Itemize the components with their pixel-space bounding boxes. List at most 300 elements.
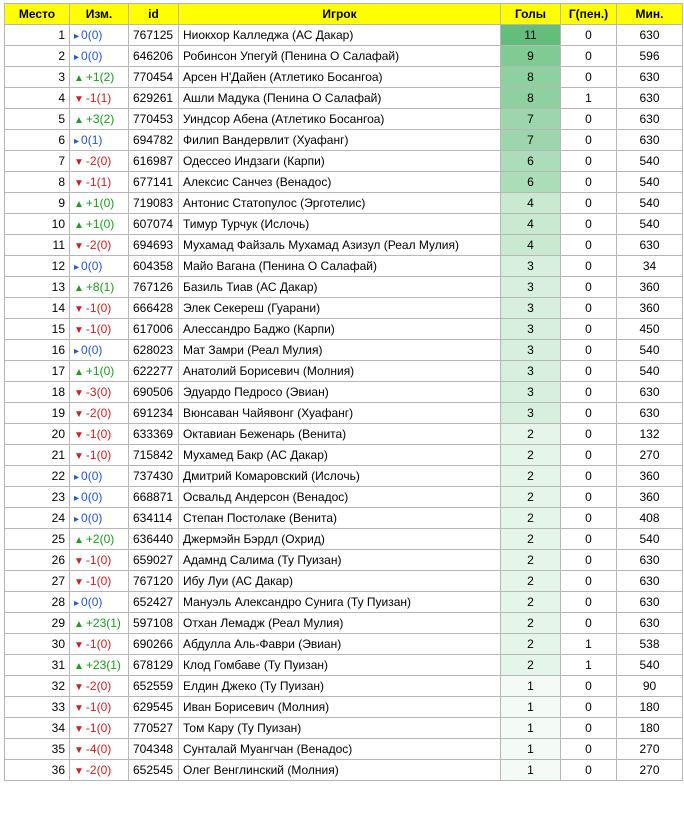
change-value: -1(0) bbox=[85, 448, 112, 462]
change-value: -4(0) bbox=[85, 742, 112, 756]
table-row[interactable] bbox=[5, 382, 683, 403]
cell-id: 767120 bbox=[129, 571, 179, 592]
cell-player[interactable]: Клод Гомбаве (Ту Пуизан) bbox=[179, 655, 501, 676]
cell-pen: 1 bbox=[561, 655, 617, 676]
table-row[interactable] bbox=[5, 613, 683, 634]
cell-change bbox=[70, 487, 129, 508]
table-row[interactable] bbox=[5, 697, 683, 718]
cell-pen: 0 bbox=[561, 571, 617, 592]
cell-id: 634114 bbox=[129, 508, 179, 529]
change-value: 0(0) bbox=[81, 511, 103, 525]
change-value: -2(0) bbox=[85, 406, 112, 420]
cell-change bbox=[70, 151, 129, 172]
table-row[interactable] bbox=[5, 361, 683, 382]
cell-player[interactable]: Вюнсаван Чайявонг (Хуафанг) bbox=[179, 403, 501, 424]
change-value: -1(0) bbox=[85, 721, 112, 735]
header-pen[interactable]: Г(пен.) bbox=[561, 4, 617, 25]
cell-place: 9 bbox=[5, 193, 70, 214]
cell-pen: 0 bbox=[561, 445, 617, 466]
cell-goals: 2 bbox=[501, 634, 561, 655]
cell-mins: 630 bbox=[617, 403, 683, 424]
arrow-down-icon: ▼ bbox=[74, 766, 84, 777]
arrow-up-icon: ▲ bbox=[74, 367, 84, 378]
arrow-down-icon: ▼ bbox=[74, 241, 84, 252]
change-value: 0(0) bbox=[81, 28, 103, 42]
cell-place: 25 bbox=[5, 529, 70, 550]
cell-pen: 1 bbox=[561, 88, 617, 109]
cell-pen: 0 bbox=[561, 46, 617, 67]
arrow-down-icon: ▼ bbox=[74, 745, 84, 756]
arrow-down-icon: ▼ bbox=[74, 325, 84, 336]
table-row[interactable] bbox=[5, 592, 683, 613]
header-change[interactable]: Изм. bbox=[70, 4, 129, 25]
arrow-down-icon: ▼ bbox=[74, 640, 84, 651]
header-id[interactable]: id bbox=[129, 4, 179, 25]
cell-goals: 3 bbox=[501, 340, 561, 361]
cell-id: 678129 bbox=[129, 655, 179, 676]
cell-mins: 630 bbox=[617, 235, 683, 256]
cell-place: 8 bbox=[5, 172, 70, 193]
table-row[interactable] bbox=[5, 130, 683, 151]
cell-id: 597108 bbox=[129, 613, 179, 634]
cell-change bbox=[70, 277, 129, 298]
cell-place: 28 bbox=[5, 592, 70, 613]
cell-player[interactable]: Робинсон Упегуй (Пенина О Салафай) bbox=[179, 46, 501, 67]
cell-pen: 0 bbox=[561, 67, 617, 88]
cell-player[interactable]: Майо Вагана (Пенина О Салафай) bbox=[179, 256, 501, 277]
cell-player[interactable]: Елдин Джеко (Ту Пуизан) bbox=[179, 676, 501, 697]
cell-id: 668871 bbox=[129, 487, 179, 508]
arrow-down-icon: ▼ bbox=[74, 388, 84, 399]
cell-id: 652559 bbox=[129, 676, 179, 697]
cell-mins: 540 bbox=[617, 214, 683, 235]
cell-player[interactable]: Мухамед Бакр (АС Дакар) bbox=[179, 445, 501, 466]
cell-pen: 0 bbox=[561, 676, 617, 697]
table-row[interactable] bbox=[5, 403, 683, 424]
cell-goals: 7 bbox=[501, 109, 561, 130]
table-row[interactable] bbox=[5, 193, 683, 214]
header-place[interactable]: Место bbox=[5, 4, 70, 25]
table-row[interactable] bbox=[5, 466, 683, 487]
cell-player[interactable]: Антонис Статопулос (Эрготелис) bbox=[179, 193, 501, 214]
cell-id: 622277 bbox=[129, 361, 179, 382]
arrow-down-icon: ▼ bbox=[74, 409, 84, 420]
cell-change bbox=[70, 172, 129, 193]
cell-player[interactable]: Тимур Турчук (Ислочь) bbox=[179, 214, 501, 235]
cell-mins: 270 bbox=[617, 739, 683, 760]
change-value: +1(0) bbox=[85, 196, 115, 210]
cell-change bbox=[70, 466, 129, 487]
cell-player[interactable]: Отхан Лемадж (Реал Мулия) bbox=[179, 613, 501, 634]
table-row[interactable] bbox=[5, 676, 683, 697]
cell-id: 767126 bbox=[129, 277, 179, 298]
cell-id: 629261 bbox=[129, 88, 179, 109]
cell-goals: 3 bbox=[501, 319, 561, 340]
cell-goals: 6 bbox=[501, 151, 561, 172]
cell-goals: 1 bbox=[501, 760, 561, 781]
table-row[interactable] bbox=[5, 718, 683, 739]
arrow-down-icon: ▼ bbox=[74, 157, 84, 168]
cell-goals: 3 bbox=[501, 403, 561, 424]
cell-player[interactable]: Мат Замри (Реал Мулия) bbox=[179, 340, 501, 361]
cell-place: 30 bbox=[5, 634, 70, 655]
cell-player[interactable]: Филип Вандервлит (Хуафанг) bbox=[179, 130, 501, 151]
cell-mins: 132 bbox=[617, 424, 683, 445]
cell-goals: 1 bbox=[501, 718, 561, 739]
cell-place: 21 bbox=[5, 445, 70, 466]
cell-change bbox=[70, 739, 129, 760]
table-row[interactable] bbox=[5, 109, 683, 130]
cell-change bbox=[70, 655, 129, 676]
table-row[interactable] bbox=[5, 424, 683, 445]
change-value: +1(0) bbox=[85, 217, 115, 231]
change-value: 0(0) bbox=[81, 49, 103, 63]
cell-mins: 450 bbox=[617, 319, 683, 340]
cell-pen: 0 bbox=[561, 382, 617, 403]
cell-player[interactable]: Абдулла Аль-Фаври (Эвиан) bbox=[179, 634, 501, 655]
cell-id: 694782 bbox=[129, 130, 179, 151]
cell-place: 6 bbox=[5, 130, 70, 151]
arrow-down-icon: ▼ bbox=[74, 724, 84, 735]
cell-mins: 360 bbox=[617, 487, 683, 508]
table-row[interactable] bbox=[5, 25, 683, 46]
cell-goals: 4 bbox=[501, 193, 561, 214]
cell-change bbox=[70, 403, 129, 424]
cell-goals: 1 bbox=[501, 739, 561, 760]
change-value: +3(2) bbox=[85, 112, 115, 126]
cell-player[interactable]: Ибу Луи (АС Дакар) bbox=[179, 571, 501, 592]
cell-goals: 2 bbox=[501, 508, 561, 529]
cell-pen: 0 bbox=[561, 424, 617, 445]
cell-mins: 270 bbox=[617, 760, 683, 781]
table-row[interactable] bbox=[5, 298, 683, 319]
cell-pen: 0 bbox=[561, 256, 617, 277]
cell-mins: 540 bbox=[617, 655, 683, 676]
cell-place: 18 bbox=[5, 382, 70, 403]
arrow-up-icon: ▲ bbox=[74, 115, 84, 126]
cell-pen: 0 bbox=[561, 130, 617, 151]
cell-place: 35 bbox=[5, 739, 70, 760]
cell-goals: 1 bbox=[501, 697, 561, 718]
cell-place: 1 bbox=[5, 25, 70, 46]
cell-id: 604358 bbox=[129, 256, 179, 277]
cell-goals: 2 bbox=[501, 529, 561, 550]
cell-mins: 540 bbox=[617, 193, 683, 214]
cell-change bbox=[70, 298, 129, 319]
cell-id: 770454 bbox=[129, 67, 179, 88]
cell-mins: 538 bbox=[617, 634, 683, 655]
cell-goals: 8 bbox=[501, 67, 561, 88]
cell-player[interactable]: Дмитрий Комаровский (Ислочь) bbox=[179, 466, 501, 487]
cell-goals: 6 bbox=[501, 172, 561, 193]
cell-pen: 0 bbox=[561, 340, 617, 361]
change-value: -1(0) bbox=[85, 301, 112, 315]
cell-pen: 0 bbox=[561, 277, 617, 298]
cell-goals: 2 bbox=[501, 655, 561, 676]
cell-player[interactable]: Степан Постолаке (Венита) bbox=[179, 508, 501, 529]
cell-id: 628023 bbox=[129, 340, 179, 361]
cell-player[interactable]: Освальд Андерсон (Венадос) bbox=[179, 487, 501, 508]
cell-pen: 0 bbox=[561, 214, 617, 235]
cell-change bbox=[70, 697, 129, 718]
arrow-up-icon: ▲ bbox=[74, 535, 84, 546]
cell-player[interactable]: Олег Венглинский (Молния) bbox=[179, 760, 501, 781]
header-mins[interactable]: Мин. bbox=[617, 4, 683, 25]
arrow-right-icon: ▸ bbox=[74, 31, 80, 42]
cell-change bbox=[70, 424, 129, 445]
change-value: -3(0) bbox=[85, 385, 112, 399]
change-value: 0(0) bbox=[81, 595, 103, 609]
cell-goals: 4 bbox=[501, 214, 561, 235]
arrow-right-icon: ▸ bbox=[74, 52, 80, 63]
cell-change bbox=[70, 592, 129, 613]
cell-mins: 630 bbox=[617, 382, 683, 403]
cell-player[interactable]: Адамнд Салима (Ту Пуизан) bbox=[179, 550, 501, 571]
arrow-down-icon: ▼ bbox=[74, 178, 84, 189]
cell-goals: 2 bbox=[501, 592, 561, 613]
cell-id: 607074 bbox=[129, 214, 179, 235]
cell-id: 704348 bbox=[129, 739, 179, 760]
cell-goals: 3 bbox=[501, 298, 561, 319]
cell-player[interactable]: Октавиан Беженарь (Венита) bbox=[179, 424, 501, 445]
cell-player[interactable]: Мухамад Файзаль Мухамад Азизул (Реал Мулия) bbox=[179, 235, 501, 256]
cell-place: 16 bbox=[5, 340, 70, 361]
change-value: -2(0) bbox=[85, 763, 112, 777]
change-value: -1(0) bbox=[85, 322, 112, 336]
table-row[interactable] bbox=[5, 487, 683, 508]
cell-id: 659027 bbox=[129, 550, 179, 571]
table-row[interactable] bbox=[5, 508, 683, 529]
change-value: 0(0) bbox=[81, 343, 103, 357]
change-value: -2(0) bbox=[85, 679, 112, 693]
table-row[interactable] bbox=[5, 88, 683, 109]
cell-player[interactable]: Иван Борисевич (Молния) bbox=[179, 697, 501, 718]
table-row[interactable] bbox=[5, 319, 683, 340]
cell-goals: 3 bbox=[501, 361, 561, 382]
cell-mins: 630 bbox=[617, 67, 683, 88]
cell-mins: 630 bbox=[617, 613, 683, 634]
arrow-right-icon: ▸ bbox=[74, 346, 80, 357]
cell-pen: 0 bbox=[561, 193, 617, 214]
cell-player[interactable]: Базиль Тиав (АС Дакар) bbox=[179, 277, 501, 298]
change-value: 0(0) bbox=[81, 469, 103, 483]
cell-player[interactable]: Алессандро Баджо (Карпи) bbox=[179, 319, 501, 340]
change-value: +1(2) bbox=[85, 70, 115, 84]
cell-goals: 11 bbox=[501, 25, 561, 46]
change-value: -1(0) bbox=[85, 700, 112, 714]
change-value: +2(0) bbox=[85, 532, 115, 546]
cell-mins: 630 bbox=[617, 88, 683, 109]
arrow-down-icon: ▼ bbox=[74, 556, 84, 567]
arrow-right-icon: ▸ bbox=[74, 262, 80, 273]
cell-goals: 2 bbox=[501, 424, 561, 445]
cell-goals: 1 bbox=[501, 676, 561, 697]
cell-pen: 0 bbox=[561, 361, 617, 382]
cell-player[interactable]: Анатолий Борисевич (Молния) bbox=[179, 361, 501, 382]
cell-goals: 2 bbox=[501, 445, 561, 466]
arrow-right-icon: ▸ bbox=[74, 493, 80, 504]
table-row[interactable] bbox=[5, 634, 683, 655]
cell-id: 636440 bbox=[129, 529, 179, 550]
scorers-table bbox=[4, 3, 683, 781]
change-value: 0(0) bbox=[81, 490, 103, 504]
table-row[interactable] bbox=[5, 46, 683, 67]
cell-place: 11 bbox=[5, 235, 70, 256]
arrow-down-icon: ▼ bbox=[74, 430, 84, 441]
cell-place: 3 bbox=[5, 67, 70, 88]
change-value: +23(1) bbox=[85, 658, 121, 672]
cell-id: 646206 bbox=[129, 46, 179, 67]
cell-change bbox=[70, 25, 129, 46]
change-value: -2(0) bbox=[85, 154, 112, 168]
change-value: -1(0) bbox=[85, 574, 112, 588]
table-row[interactable] bbox=[5, 571, 683, 592]
cell-id: 666428 bbox=[129, 298, 179, 319]
cell-id: 770453 bbox=[129, 109, 179, 130]
table-row[interactable] bbox=[5, 739, 683, 760]
cell-player[interactable]: Уиндсор Абена (Атлетико Босангоа) bbox=[179, 109, 501, 130]
cell-player[interactable]: Эдуардо Педросо (Эвиан) bbox=[179, 382, 501, 403]
cell-change bbox=[70, 760, 129, 781]
cell-player[interactable]: Одессео Индзаги (Карпи) bbox=[179, 151, 501, 172]
table-row[interactable] bbox=[5, 529, 683, 550]
cell-place: 17 bbox=[5, 361, 70, 382]
table-row[interactable] bbox=[5, 67, 683, 88]
cell-player[interactable]: Ашли Мадука (Пенина О Салафай) bbox=[179, 88, 501, 109]
cell-goals: 3 bbox=[501, 256, 561, 277]
table-row[interactable] bbox=[5, 172, 683, 193]
cell-place: 29 bbox=[5, 613, 70, 634]
cell-place: 2 bbox=[5, 46, 70, 67]
change-value: +23(1) bbox=[85, 616, 121, 630]
cell-pen: 0 bbox=[561, 739, 617, 760]
change-value: -1(1) bbox=[85, 91, 112, 105]
cell-id: 767125 bbox=[129, 25, 179, 46]
cell-id: 715842 bbox=[129, 445, 179, 466]
cell-place: 36 bbox=[5, 760, 70, 781]
table-row[interactable] bbox=[5, 760, 683, 781]
cell-change bbox=[70, 319, 129, 340]
table-row[interactable] bbox=[5, 340, 683, 361]
cell-pen: 0 bbox=[561, 151, 617, 172]
arrow-right-icon: ▸ bbox=[74, 472, 80, 483]
cell-player[interactable]: Элек Секереш (Гуарани) bbox=[179, 298, 501, 319]
cell-change bbox=[70, 613, 129, 634]
table-row[interactable] bbox=[5, 655, 683, 676]
arrow-down-icon: ▼ bbox=[74, 577, 84, 588]
arrow-down-icon: ▼ bbox=[74, 682, 84, 693]
arrow-right-icon: ▸ bbox=[74, 514, 80, 525]
change-value: 0(1) bbox=[81, 133, 103, 147]
cell-pen: 0 bbox=[561, 298, 617, 319]
cell-place: 34 bbox=[5, 718, 70, 739]
cell-place: 15 bbox=[5, 319, 70, 340]
cell-change bbox=[70, 88, 129, 109]
cell-mins: 360 bbox=[617, 298, 683, 319]
cell-change bbox=[70, 529, 129, 550]
cell-goals: 3 bbox=[501, 382, 561, 403]
cell-goals: 8 bbox=[501, 88, 561, 109]
header-player[interactable]: Игрок bbox=[179, 4, 501, 25]
cell-change bbox=[70, 445, 129, 466]
cell-mins: 630 bbox=[617, 571, 683, 592]
cell-mins: 630 bbox=[617, 592, 683, 613]
cell-id: 691234 bbox=[129, 403, 179, 424]
cell-place: 32 bbox=[5, 676, 70, 697]
cell-change bbox=[70, 67, 129, 88]
cell-player[interactable]: Ниокхор Калледжа (АС Дакар) bbox=[179, 25, 501, 46]
cell-place: 10 bbox=[5, 214, 70, 235]
cell-mins: 630 bbox=[617, 550, 683, 571]
cell-player[interactable]: Джермэйн Бэрдл (Охрид) bbox=[179, 529, 501, 550]
cell-player[interactable]: Арсен Н'Дайен (Атлетико Босангоа) bbox=[179, 67, 501, 88]
cell-id: 652427 bbox=[129, 592, 179, 613]
cell-change bbox=[70, 634, 129, 655]
table-row[interactable] bbox=[5, 214, 683, 235]
change-value: -1(0) bbox=[85, 427, 112, 441]
cell-place: 23 bbox=[5, 487, 70, 508]
table-row[interactable] bbox=[5, 235, 683, 256]
cell-pen: 0 bbox=[561, 319, 617, 340]
cell-goals: 2 bbox=[501, 571, 561, 592]
cell-place: 7 bbox=[5, 151, 70, 172]
cell-mins: 180 bbox=[617, 718, 683, 739]
cell-change bbox=[70, 109, 129, 130]
arrow-up-icon: ▲ bbox=[74, 619, 84, 630]
change-value: +8(1) bbox=[85, 280, 115, 294]
table-row[interactable] bbox=[5, 277, 683, 298]
cell-pen: 0 bbox=[561, 109, 617, 130]
cell-player[interactable]: Мануэль Александро Сунига (Ту Пуизан) bbox=[179, 592, 501, 613]
cell-goals: 3 bbox=[501, 277, 561, 298]
cell-player[interactable]: Алексис Санчез (Венадос) bbox=[179, 172, 501, 193]
cell-mins: 540 bbox=[617, 529, 683, 550]
cell-pen: 0 bbox=[561, 613, 617, 634]
cell-id: 652545 bbox=[129, 760, 179, 781]
cell-player[interactable]: Сунталай Муангчан (Венадос) bbox=[179, 739, 501, 760]
cell-id: 737430 bbox=[129, 466, 179, 487]
cell-id: 677141 bbox=[129, 172, 179, 193]
cell-mins: 596 bbox=[617, 46, 683, 67]
cell-goals: 2 bbox=[501, 550, 561, 571]
cell-id: 633369 bbox=[129, 424, 179, 445]
cell-id: 629545 bbox=[129, 697, 179, 718]
cell-place: 24 bbox=[5, 508, 70, 529]
cell-change bbox=[70, 340, 129, 361]
arrow-up-icon: ▲ bbox=[74, 661, 84, 672]
table-row[interactable] bbox=[5, 256, 683, 277]
cell-place: 13 bbox=[5, 277, 70, 298]
cell-change bbox=[70, 718, 129, 739]
cell-goals: 2 bbox=[501, 466, 561, 487]
table-row[interactable] bbox=[5, 151, 683, 172]
cell-player[interactable]: Том Кару (Ту Пуизан) bbox=[179, 718, 501, 739]
cell-change bbox=[70, 193, 129, 214]
cell-pen: 1 bbox=[561, 634, 617, 655]
header-goals[interactable]: Голы bbox=[501, 4, 561, 25]
cell-change bbox=[70, 256, 129, 277]
cell-mins: 630 bbox=[617, 130, 683, 151]
arrow-down-icon: ▼ bbox=[74, 703, 84, 714]
cell-pen: 0 bbox=[561, 235, 617, 256]
arrow-right-icon: ▸ bbox=[74, 136, 80, 147]
table-row[interactable] bbox=[5, 445, 683, 466]
cell-pen: 0 bbox=[561, 466, 617, 487]
cell-mins: 90 bbox=[617, 676, 683, 697]
table-row[interactable] bbox=[5, 550, 683, 571]
cell-mins: 408 bbox=[617, 508, 683, 529]
header-row bbox=[5, 4, 683, 25]
